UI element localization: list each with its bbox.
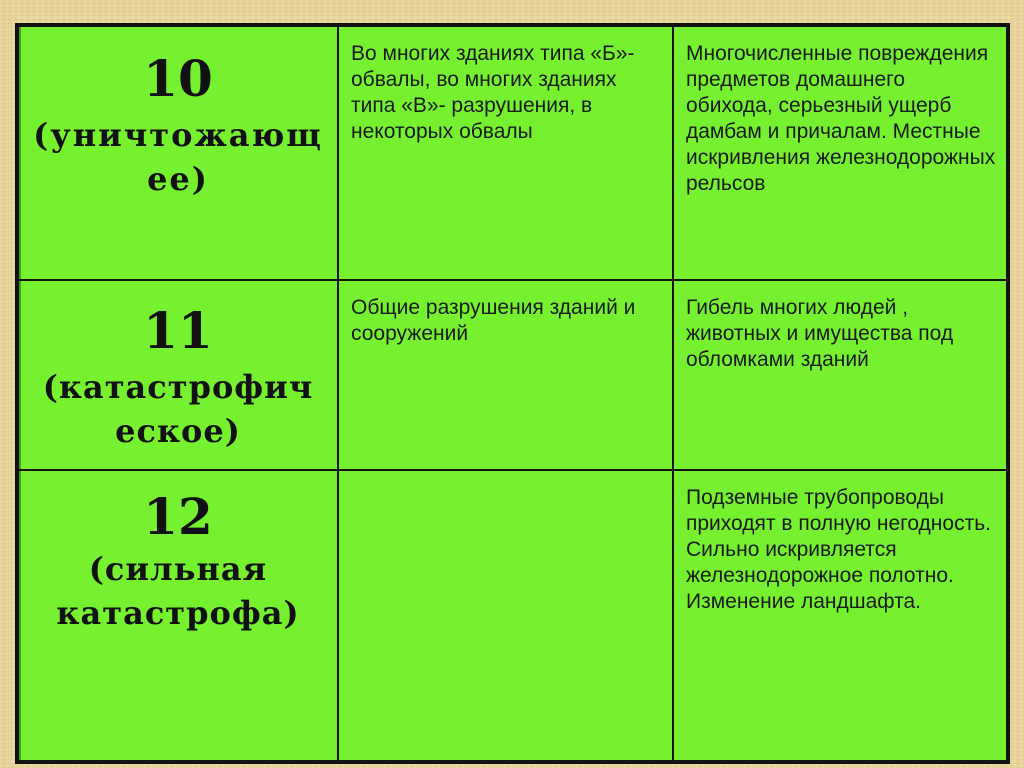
table-row (17, 470, 1008, 762)
level-name: (катастрофическое) (42, 368, 314, 450)
effects-description: Подземные трубопроводы приходят в полную негодность. Сильно искривляется железнодорожное полотно. Изменение ландшафта. (673, 470, 1008, 762)
level-cell (17, 470, 338, 762)
level-number: 12 (143, 487, 213, 546)
level-cell (17, 25, 338, 280)
level-name: (уничтожающее) (33, 116, 323, 198)
level-cell (17, 280, 338, 470)
intensity-table (15, 23, 1010, 764)
level-number: 10 (143, 49, 213, 108)
buildings-description (338, 470, 673, 762)
table-row (17, 280, 1008, 470)
effects-description: Многочисленные повреждения предметов домашнего обихода, серьезный ущерб дамбам и причалам. Местные искривления железнодорожных рельсов (673, 25, 1008, 280)
level-number: 11 (143, 301, 213, 360)
table-row (17, 25, 1008, 280)
buildings-description: Во многих зданиях типа «Б»- обвалы, во многих зданиях типа «В»- разрушения, в некоторых обвалы (338, 25, 673, 280)
level-name: (сильная катастрофа) (56, 550, 300, 632)
buildings-description: Общие разрушения зданий и сооружений (338, 280, 673, 470)
effects-description: Гибель многих людей , животных и имущества под обломками зданий (673, 280, 1008, 470)
